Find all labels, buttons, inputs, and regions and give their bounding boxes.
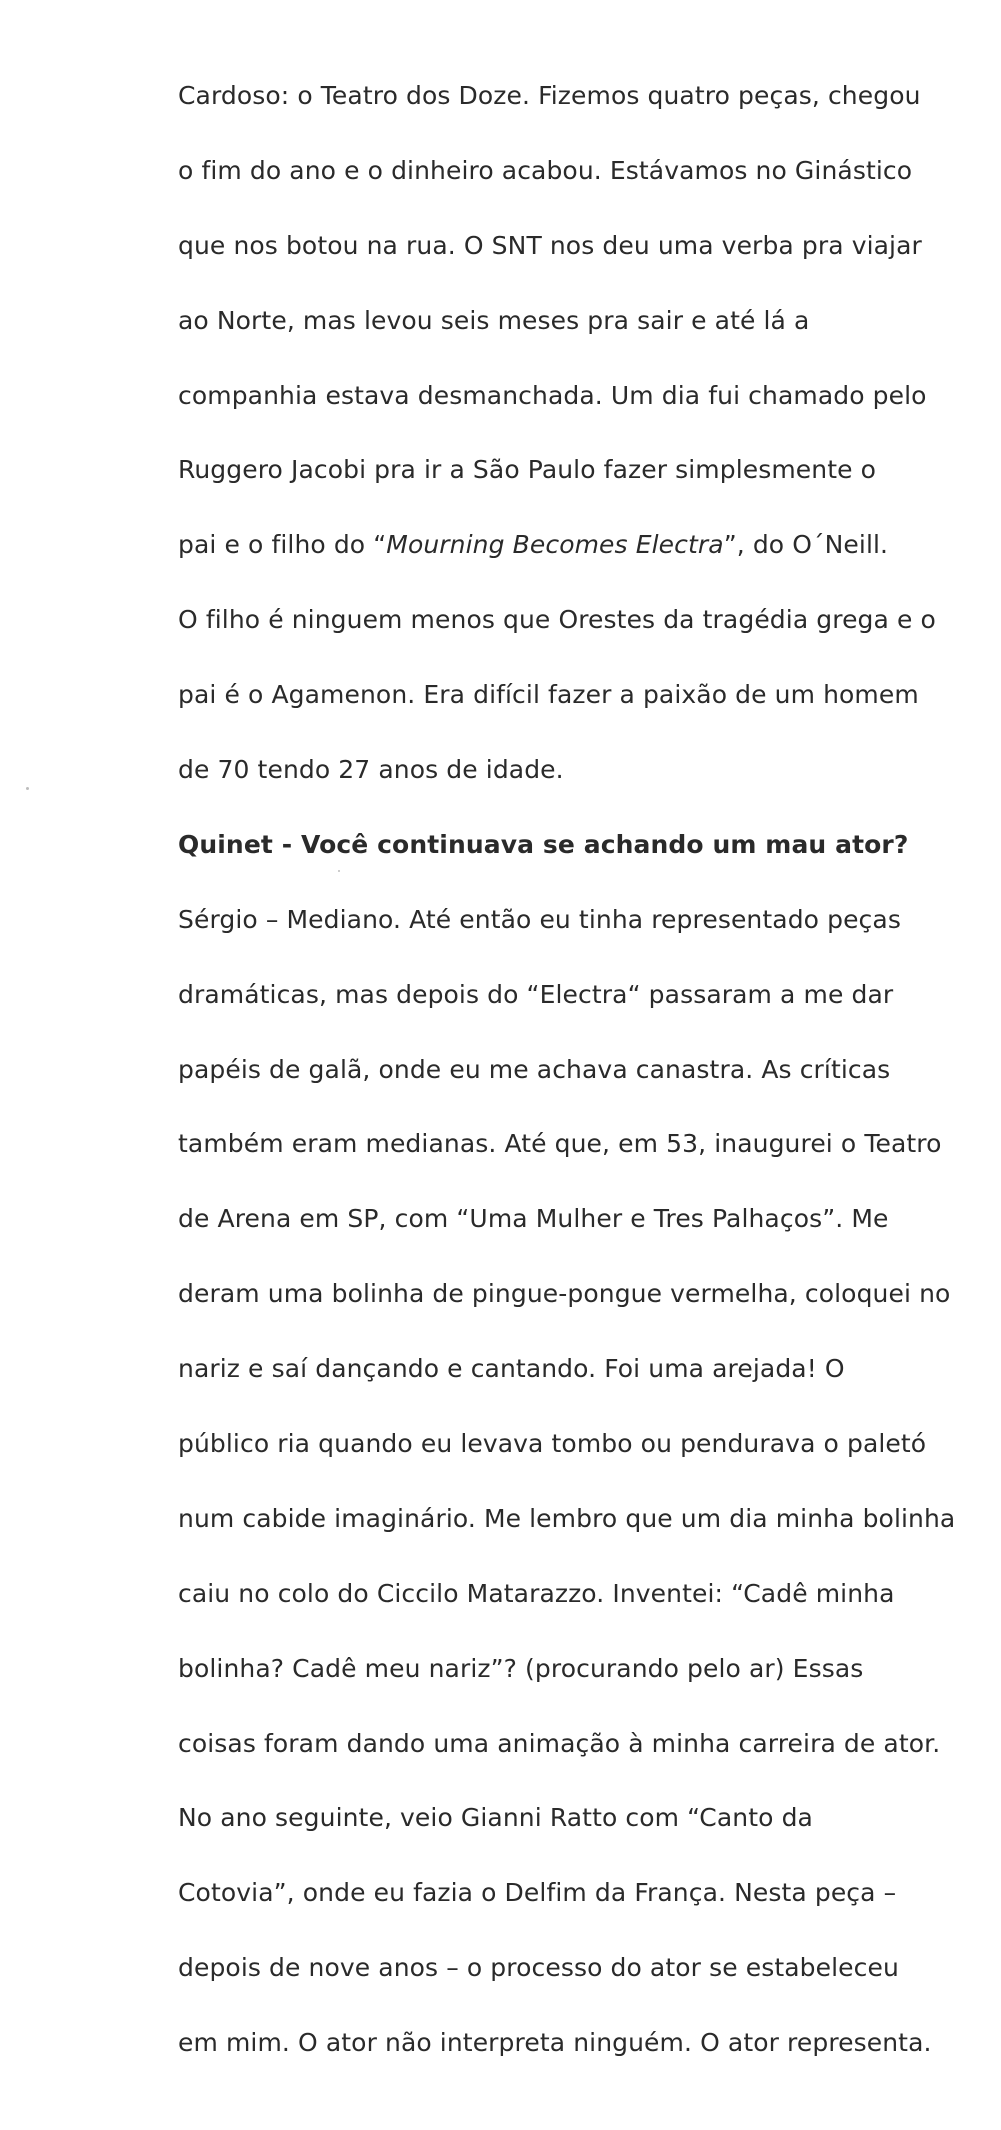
interview-question: Quinet - Você continuava se achando um mau ator? [178, 829, 909, 859]
body-text [178, 78, 956, 2100]
text-line: bolinha? Cadê meu nariz”? (procurando pelo ar) Essas [178, 1653, 864, 1683]
scan-speck [26, 787, 29, 790]
text-line: público ria quando eu levava tombo ou pendurava o paletó [178, 1429, 927, 1459]
scan-speck [338, 870, 340, 872]
text-line: o fim do ano e o dinheiro acabou. Estávamos no Ginástico [178, 155, 913, 185]
text-segment: ”, do O´Neill. [723, 530, 889, 560]
text-line: companhia estava desmanchada. Um dia fui chamado pelo [178, 380, 927, 410]
text-line: que nos botou na rua. O SNT nos deu uma verba pra viajar [178, 230, 922, 260]
text-line: O filho é ninguem menos que Orestes da tragédia grega e o [178, 605, 936, 635]
text-line: caiu no colo do Ciccilo Matarazzo. Inventei: “Cadê minha [178, 1578, 895, 1608]
text-line: deram uma bolinha de pingue-pongue vermelha, coloquei no [178, 1279, 951, 1309]
play-title: Mourning Becomes Electra [386, 530, 724, 560]
text-segment: pai e o filho do “ [178, 530, 387, 560]
text-line [178, 527, 908, 602]
text-line: em mim. O ator não interpreta ninguém. O ator representa. [178, 2028, 932, 2058]
text-line: No ano seguinte, veio Gianni Ratto com “Canto da [178, 1803, 813, 1833]
text-line: papéis de galã, onde eu me achava canastra. As críticas [178, 1054, 891, 1084]
text-line: de Arena em SP, com “Uma Mulher e Tres Palhaços”. Me [178, 1204, 889, 1234]
text-line: num cabide imaginário. Me lembro que um dia minha bolinha [178, 1503, 956, 1533]
text-line: dramáticas, mas depois do “Electra“ passaram a me dar [178, 979, 894, 1009]
text-line: pai é o Agamenon. Era difícil fazer a paixão de um homem [178, 680, 919, 710]
text-line: depois de nove anos – o processo do ator se estabeleceu [178, 1953, 899, 1983]
text-line: Cardoso: o Teatro dos Doze. Fizemos quatro peças, chegou [178, 81, 921, 110]
text-line: Ruggero Jacobi pra ir a São Paulo fazer simplesmente o [178, 455, 877, 485]
text-line: também eram medianas. Até que, em 53, inaugurei o Teatro [178, 1129, 942, 1159]
text-line: nariz e saí dançando e cantando. Foi uma arejada! O [178, 1354, 845, 1384]
text-line: Cotovia”, onde eu fazia o Delfim da França. Nesta peça – [178, 1878, 897, 1908]
text-line: ao Norte, mas levou seis meses pra sair e até lá a [178, 305, 810, 335]
text-line: coisas foram dando uma animação à minha carreira de ator. [178, 1728, 941, 1758]
text-line: de 70 tendo 27 anos de idade. [178, 755, 564, 785]
text-line: Sérgio – Mediano. Até então eu tinha representado peças [178, 904, 901, 934]
